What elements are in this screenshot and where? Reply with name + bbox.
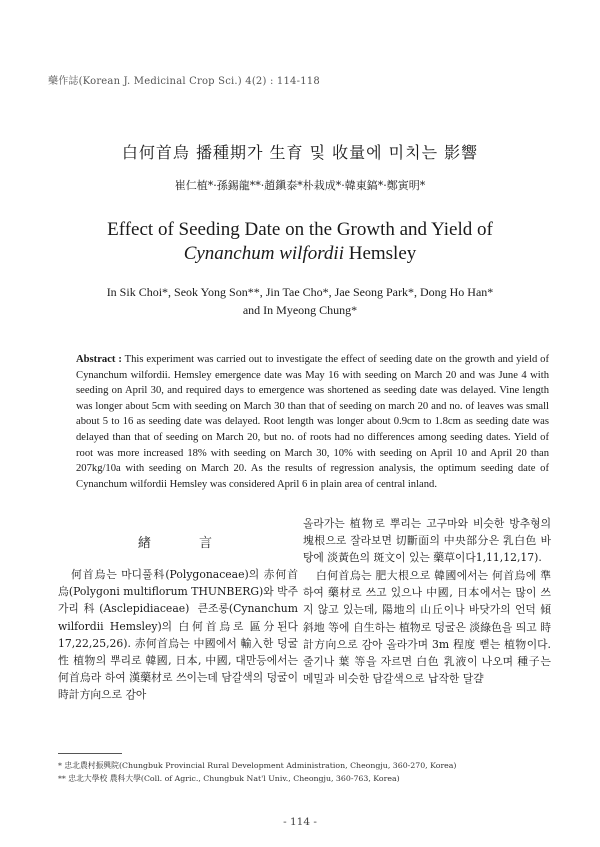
english-title-tail: Hemsley bbox=[348, 243, 417, 264]
footnote-affiliation-1: * 忠北農村振興院(Chungbuk Provincial Rural Development Administration, Cheongju, 360-270, Korea) bbox=[58, 761, 457, 770]
english-authors-line2: and In Myeong Chung* bbox=[242, 303, 358, 317]
english-authors-line1: In Sik Choi*, Seok Yong Son**, Jin Tae Cho*, Jae Seong Park*, Dong Ho Han* bbox=[106, 285, 494, 299]
english-title-line1: Effect of Seeding Date on the Growth and Yield of bbox=[107, 219, 493, 240]
journal-citation: 藥作誌(Korean J. Medicinal Crop Sci.) 4(2) : 114-118 bbox=[48, 76, 320, 87]
english-title-line2 bbox=[0, 242, 600, 266]
abstract-label: Abstract : bbox=[76, 354, 122, 365]
introduction-right-column-paragraph: 白何首烏는 肥大根으로 韓國에서는 何首烏에 準하여 藥材로 쓰고 있으나 中國, 日本에서는 많이 쓰지 않고 있는데, 陽地의 山丘이나 바닷가의 언덕 傾斜地 等에 自生하는 植物로 덩굴은 淡綠色을 띄고 時計方向으로 감아 올라가며 3m 程度 뻗는 植物이다. 줄기나 葉 等을 자르면 白色 乳液이 나오며 種子는 메밀과 비슷한 담갈색으로 납작한 달걀 bbox=[303, 569, 551, 686]
introduction-heading: 緖 言 bbox=[137, 536, 235, 551]
footnote-divider bbox=[58, 753, 122, 754]
abstract-text: This experiment was carried out to investigate the effect of seeding date on the growth and yield of Cynanchum wilfordii. Hemsley emergence date was May 16 with seeding on March 20 and was June 4 with seeding on April 30, and required days to emergence was shortened as seeding date was delayed. Vine length was longer about 5cm with seeding on March 30 than that of seeding on march 20 and no. of leaves was small about 5 to 16 as seeding date was delayed. Root length was longer about 0.9cm to 1.8cm as seeding date was delayed than that of seeding on March 20, but no. of roots had no differences among seeding dates. Yield of root was more increased 18% with seeding on March 30, 10% with seeding on April 10 and April 20 than 207kg/10a with seeding on March 20. As the results of regression analysis, the optimum seeding date of Cynanchum wilfordii Hemsley was considered April 6 in plain area of central inland. bbox=[76, 354, 549, 490]
korean-authors: 崔仁植*·孫錫龍**·趙鎭泰*朴栽成*·韓東鎬*·鄭寅明* bbox=[174, 179, 426, 192]
english-title-species: Cynanchum wilfordii bbox=[183, 243, 344, 264]
english-authors bbox=[0, 283, 600, 319]
introduction-left-column: 何首烏는 마디풀科(Polygonaceae)의 赤何首烏(Polygoni multiflorum THUNBERG)와 박주가리科(Asclepidiaceae) 큰조롱(Cynanchum wilfordii Hemsley)의 白何首烏로 區分된다17,22,25,26). 赤何首烏는 中國에서 輸入한 덩굴性 植物의 뿌리로 韓國, 日本, 中國, 대만등에서는 何首烏라 하여 漢藥材로 쓰이는데 담갈색의 덩굴이 時計方向으로 감아 bbox=[58, 568, 298, 702]
introduction-right-column-continued: 올라가는 植物로 뿌리는 고구마와 비슷한 방추형의 塊根으로 잘라보면 切斷面의 中央部分은 乳白色 바탕에 淡黃色의 斑文이 있는 藥草이다1,11,12,17). bbox=[303, 517, 551, 565]
page-number: - 114 - bbox=[283, 816, 317, 828]
korean-title: 白何首烏 播種期가 生育 및 收量에 미치는 影響 bbox=[121, 143, 479, 162]
abstract bbox=[76, 352, 549, 492]
footnote-affiliation-2: ** 忠北大學校 農科大學(Coll. of Agric., Chungbuk Nat'l Univ., Cheongju, 360-763, Korea) bbox=[58, 774, 400, 783]
english-title bbox=[0, 218, 600, 266]
